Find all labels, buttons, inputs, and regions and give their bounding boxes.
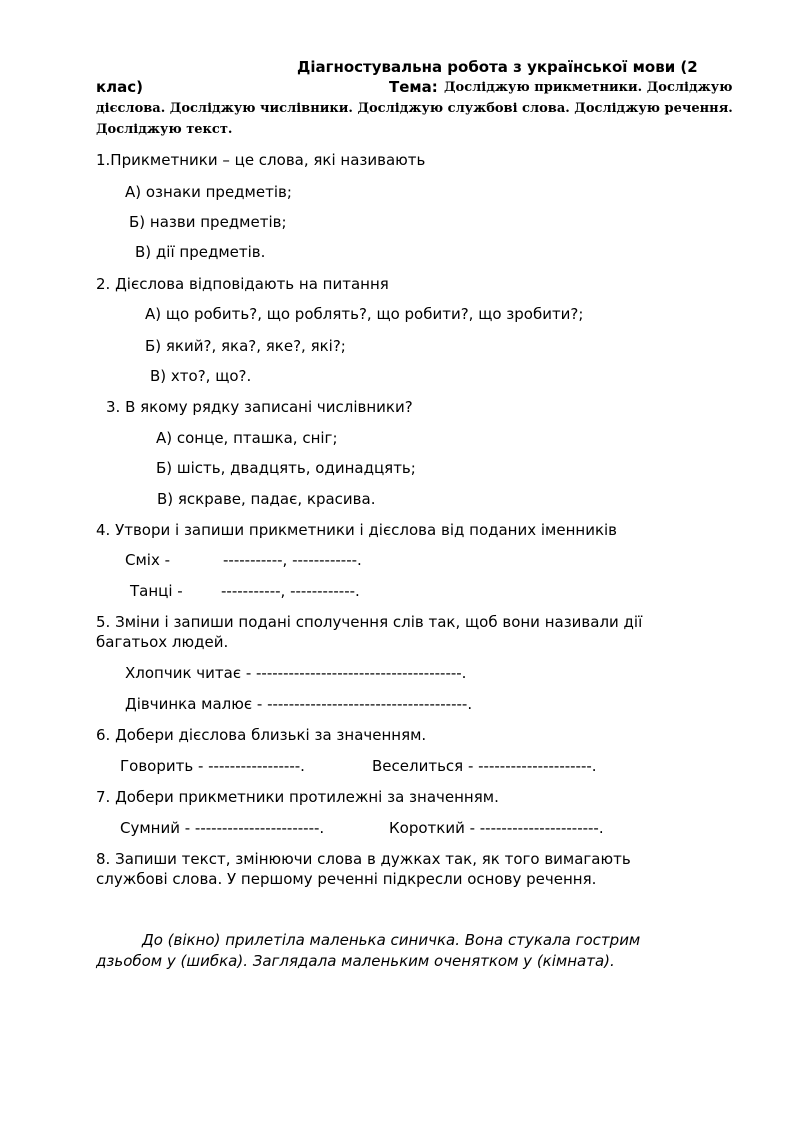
q5-line-1: Хлопчик читає - --------------------------------------. <box>125 664 467 682</box>
title-line-2: клас) <box>96 78 144 96</box>
q2-option-c: В) хто?, що?. <box>150 367 252 385</box>
question-3: 3. В якому рядку записані числівники? <box>106 398 413 416</box>
q2-option-a: А) що робить?, що роблять?, що робити?, що зробити?; <box>145 305 584 323</box>
question-1: 1.Прикметники – це слова, які називають <box>96 151 426 169</box>
question-5-line-1: 5. Зміни і запиши подані сполучення слів так, щоб вони називали дії <box>96 613 643 631</box>
q1-option-a: А) ознаки предметів; <box>125 183 292 201</box>
q3-option-a: А) сонце, пташка, сніг; <box>156 429 338 447</box>
q4-blanks-2: -----------, ------------. <box>221 582 360 600</box>
question-2: 2. Дієслова відповідають на питання <box>96 275 389 293</box>
question-7: 7. Добери прикметники протилежні за значенням. <box>96 788 499 806</box>
q3-option-c: В) яскраве, падає, красива. <box>157 490 376 508</box>
question-5-line-2: багатьох людей. <box>96 633 229 651</box>
q7-left: Сумний - -----------------------. <box>120 819 325 837</box>
q7-right: Короткий - ----------------------. <box>389 819 604 837</box>
topic-label: Тема: <box>389 78 438 96</box>
q3-option-b: Б) шість, двадцять, одинадцять; <box>156 459 416 477</box>
topic-line-1: Досліджую прикметники. Досліджую <box>444 80 733 95</box>
q6-left: Говорить - -----------------. <box>120 757 305 775</box>
q8-text-line-1: До (вікно) прилетіла маленька синичка. Вона стукала гострим <box>142 931 641 949</box>
q6-right: Веселиться - ---------------------. <box>372 757 597 775</box>
q5-line-2: Дівчинка малює - -------------------------------------. <box>125 695 473 713</box>
topic-line-2: дієслова. Досліджую числівники. Досліджую службові слова. Досліджую речення. <box>96 101 733 116</box>
q8-text-line-2: дзьобом у (шибка). Заглядала маленьким оченятком у (кімната). <box>96 952 615 970</box>
topic-line-3: Досліджую текст. <box>96 122 233 137</box>
question-8-line-1: 8. Запиши текст, змінюючи слова в дужках так, як того вимагають <box>96 850 631 868</box>
question-4: 4. Утвори і запиши прикметники і дієслова від поданих іменників <box>96 521 618 539</box>
q2-option-b: Б) який?, яка?, яке?, які?; <box>145 337 346 355</box>
q4-word-2: Танці - <box>130 582 183 600</box>
q1-option-c: В) дії предметів. <box>135 243 266 261</box>
question-8-line-2: службові слова. У першому реченні підкресли основу речення. <box>96 870 597 888</box>
q4-word-1: Сміх - <box>125 551 171 569</box>
q4-blanks-1: -----------, ------------. <box>223 551 362 569</box>
question-6: 6. Добери дієслова близькі за значенням. <box>96 726 427 744</box>
title-line-1: Діагностувальна робота з української мови (2 <box>297 58 698 76</box>
q1-option-b: Б) назви предметів; <box>129 213 287 231</box>
